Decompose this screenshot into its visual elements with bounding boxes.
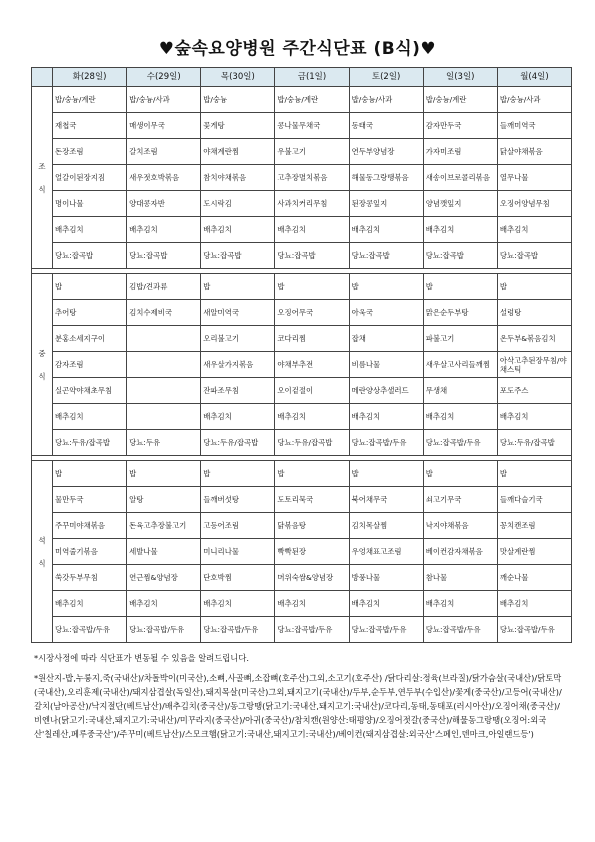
meal-label (32, 461, 53, 643)
menu-cell: 새송이브로콜리볶음 (423, 165, 497, 191)
menu-cell: 맑은순두부탕 (423, 300, 497, 326)
menu-row (32, 139, 572, 165)
menu-cell: 당뇨:잡곡밥 (127, 243, 201, 269)
menu-row (32, 300, 572, 326)
menu-cell: 밥/숭늉/계란 (53, 87, 127, 113)
menu-cell: 배추김치 (201, 591, 275, 617)
menu-cell: 명이나물 (53, 191, 127, 217)
menu-cell: 돈장조림 (53, 139, 127, 165)
day-header: 수(29일) (127, 68, 201, 87)
menu-cell: 고등어조림 (201, 513, 275, 539)
menu-cell: 알탕 (127, 487, 201, 513)
meal-label-char: 식 (38, 558, 46, 568)
menu-cell: 배추김치 (275, 217, 349, 243)
menu-cell: 배추김치 (275, 591, 349, 617)
menu-cell: 오징어양념무침 (497, 191, 571, 217)
menu-cell: 잡채 (349, 326, 423, 352)
menu-cell: 밥 (201, 461, 275, 487)
menu-cell: 오리불고기 (201, 326, 275, 352)
corner-cell (32, 68, 53, 87)
menu-cell: 매생이무국 (127, 113, 201, 139)
menu-cell: 김치수제비국 (127, 300, 201, 326)
menu-cell: 밥 (497, 461, 571, 487)
menu-cell: 콩나물무채국 (275, 113, 349, 139)
menu-cell: 배추김치 (423, 404, 497, 430)
menu-cell: 배추김치 (127, 217, 201, 243)
menu-cell: 포도주스 (497, 378, 571, 404)
menu-cell: 당뇨:잡곡밥 (275, 243, 349, 269)
menu-cell: 사과치커리무침 (275, 191, 349, 217)
day-header-row (32, 68, 572, 87)
menu-cell: 돈육고추장불고기 (127, 513, 201, 539)
menu-cell: 밥 (349, 274, 423, 300)
menu-cell: 밥/숭늉/계란 (423, 87, 497, 113)
menu-cell: 미니리나물 (201, 539, 275, 565)
menu-cell: 밥/숭늉 (201, 87, 275, 113)
menu-cell: 된장콩잎지 (349, 191, 423, 217)
menu-cell: 밥 (349, 461, 423, 487)
meal-label-char: 중 (38, 348, 46, 358)
menu-row (32, 274, 572, 300)
menu-cell: 당뇨:잡곡밥/두유 (53, 617, 127, 643)
menu-cell: 방풍나물 (349, 565, 423, 591)
menu-cell: 들깨버섯탕 (201, 487, 275, 513)
menu-cell: 고추장멸치볶음 (275, 165, 349, 191)
menu-cell: 비름나물 (349, 352, 423, 378)
menu-cell: 머위숙쌈&양념장 (275, 565, 349, 591)
menu-cell: 북어채무국 (349, 487, 423, 513)
menu-cell: 당뇨:두유/잡곡밥 (53, 430, 127, 456)
menu-cell: 당뇨:잡곡밥 (423, 243, 497, 269)
menu-cell: 김치목살찜 (349, 513, 423, 539)
menu-cell: 당뇨:잡곡밥/두유 (423, 617, 497, 643)
menu-cell: 새우살가지볶음 (201, 352, 275, 378)
menu-cell: 주꾸미야채볶음 (53, 513, 127, 539)
menu-cell: 밥 (423, 274, 497, 300)
menu-cell: 갈치조림 (127, 139, 201, 165)
menu-cell: 감자만두국 (423, 113, 497, 139)
menu-row (32, 217, 572, 243)
menu-cell: 우엉채표고조림 (349, 539, 423, 565)
menu-cell: 배추김치 (53, 217, 127, 243)
menu-row (32, 165, 572, 191)
menu-cell: 밥 (275, 461, 349, 487)
menu-cell: 추어탕 (53, 300, 127, 326)
day-header: 금(1일) (275, 68, 349, 87)
menu-cell: 당뇨:잡곡밥/두유 (201, 617, 275, 643)
menu-cell: 당뇨:잡곡밥/두유 (349, 617, 423, 643)
day-header: 토(2일) (349, 68, 423, 87)
menu-row (32, 191, 572, 217)
menu-cell: 도시락김 (201, 191, 275, 217)
menu-row (32, 378, 572, 404)
menu-cell: 들깨미역국 (497, 113, 571, 139)
menu-cell: 아삭고추된장무침/야채스틱 (497, 352, 571, 378)
menu-cell: 야채계란찜 (201, 139, 275, 165)
menu-row (32, 326, 572, 352)
menu-cell: 단호박찜 (201, 565, 275, 591)
menu-cell (127, 404, 201, 430)
menu-cell: 당뇨:잡곡밥/두유 (349, 430, 423, 456)
menu-cell: 당뇨:두유/잡곡밥 (275, 430, 349, 456)
menu-cell: 낙지야채볶음 (423, 513, 497, 539)
menu-cell: 당뇨:두유/잡곡밥 (201, 430, 275, 456)
menu-cell: 배추김치 (423, 217, 497, 243)
menu-row (32, 87, 572, 113)
menu-row (32, 352, 572, 378)
menu-cell: 야채부추전 (275, 352, 349, 378)
menu-cell: 파불고기 (423, 326, 497, 352)
menu-cell: 당뇨:잡곡밥 (201, 243, 275, 269)
origin-text: *원산지-밥,누룽지,죽(국내산)/차돌박이(미국산),소뼈,사골뼈,소잡뼈(호주산)그외,소고기(호주산) /닭다리살:정육(브라질)/닭가슴살(국내산)/닭토막(국내산),오리훈제(국내산)/돼지삼겹살(독일산),돼지목살(미국산)그외,돼지고기(국내산)/두부,순두부,연두부(수입산)/꽃게(중국산)/고등어(국내산)/갈치(남아공산)/낙지절단(베트남산)/배추김치(중국산)/동그랑땡(닭고기:국내산,돼지고기:국내산)/코다리,동태,동태포(러시아산)/오징어채(중국산)/비엔나(닭고기:국내산,돼지고기:국내산)/미꾸라지(중국산)/아귀(중국산)/참치캔(원양산:태평양)/오징어젓갈(중국산)/해물동그랑땡(오징어:외국산'칠레산,페루중국산')/주꾸미(베트남산)/스모크햄(닭고기:국내산,돼지고기:국내산)/베이컨(돼지삼겹살:외국산'스페인,덴마크,아일랜드등') (34, 673, 562, 739)
menu-cell: 밥 (53, 461, 127, 487)
menu-row (32, 461, 572, 487)
menu-cell: 당뇨:잡곡밥 (53, 243, 127, 269)
menu-cell: 감자조림 (53, 352, 127, 378)
menu-cell: 밥/숭늉/사과 (127, 87, 201, 113)
menu-cell: 배추김치 (53, 404, 127, 430)
menu-cell: 당뇨:잡곡밥/두유 (275, 617, 349, 643)
menu-cell: 실곤약야채초무침 (53, 378, 127, 404)
menu-cell: 무생채 (423, 378, 497, 404)
menu-cell: 온두부&볶음김치 (497, 326, 571, 352)
menu-cell: 연근찜&양념장 (127, 565, 201, 591)
menu-cell: 밥 (497, 274, 571, 300)
menu-cell (127, 378, 201, 404)
menu-cell (127, 326, 201, 352)
menu-cell: 새알미역국 (201, 300, 275, 326)
menu-cell: 꽁치캔조림 (497, 513, 571, 539)
menu-cell: 밥 (423, 461, 497, 487)
meal-label-char: 식 (38, 184, 46, 194)
menu-cell: 베이컨감자채볶음 (423, 539, 497, 565)
menu-cell: 참치야채볶음 (201, 165, 275, 191)
menu-cell: 꽃게탕 (201, 113, 275, 139)
menu-cell: 열무나물 (497, 165, 571, 191)
day-header: 월(4일) (497, 68, 571, 87)
menu-row (32, 243, 572, 269)
menu-cell: 코다리찜 (275, 326, 349, 352)
menu-cell: 밥/숭늉/계란 (275, 87, 349, 113)
menu-cell: 당뇨:두유 (127, 430, 201, 456)
meal-label (32, 87, 53, 269)
menu-cell: 맛살계란찜 (497, 539, 571, 565)
menu-cell: 들깨다슬기국 (497, 487, 571, 513)
menu-row (32, 487, 572, 513)
menu-cell: 당뇨:잡곡밥 (497, 243, 571, 269)
menu-cell: 배추김치 (497, 217, 571, 243)
notice-text: *시장사정에 따라 식단표가 변동될 수 있음을 알려드립니다. (34, 653, 249, 663)
menu-row (32, 617, 572, 643)
menu-cell: 아욱국 (349, 300, 423, 326)
menu-cell: 배추김치 (349, 591, 423, 617)
menu-cell: 당뇨:두유/잡곡밥 (497, 430, 571, 456)
menu-row (32, 539, 572, 565)
menu-cell: 당뇨:잡곡밥/두유 (497, 617, 571, 643)
menu-cell: 설렁탕 (497, 300, 571, 326)
menu-cell: 우불고기 (275, 139, 349, 165)
menu-cell: 밥 (53, 274, 127, 300)
menu-row (32, 513, 572, 539)
menu-cell: 양념깻잎지 (423, 191, 497, 217)
meal-label-char: 조 (38, 161, 46, 171)
page-title: ♥숲속요양병원 주간식단표 (B식)♥ (158, 39, 437, 59)
day-header: 일(3일) (423, 68, 497, 87)
menu-cell: 물만두국 (53, 487, 127, 513)
day-header: 목(30일) (201, 68, 275, 87)
menu-cell: 밥 (201, 274, 275, 300)
menu-cell: 세발나물 (127, 539, 201, 565)
menu-row (32, 430, 572, 456)
menu-row (32, 565, 572, 591)
menu-cell: 동태국 (349, 113, 423, 139)
menu-cell: 닭살야채볶음 (497, 139, 571, 165)
menu-cell: 밥 (127, 461, 201, 487)
menu-cell: 메란양상추샐러드 (349, 378, 423, 404)
menu-cell: 밥 (275, 274, 349, 300)
meal-label-char: 석 (38, 535, 46, 545)
menu-cell: 미역줄기볶음 (53, 539, 127, 565)
menu-cell: 해물동그랑땡볶음 (349, 165, 423, 191)
menu-cell: 배추김치 (423, 591, 497, 617)
menu-cell: 배추김치 (497, 591, 571, 617)
menu-cell: 김밥/견과류 (127, 274, 201, 300)
menu-cell: 배추김치 (201, 404, 275, 430)
menu-cell: 참나물 (423, 565, 497, 591)
menu-cell: 가자미조림 (423, 139, 497, 165)
menu-cell (127, 352, 201, 378)
meal-label (32, 274, 53, 456)
menu-cell: 빡빡된장 (275, 539, 349, 565)
weekly-menu-table (31, 67, 572, 643)
menu-row (32, 591, 572, 617)
menu-cell: 배추김치 (201, 217, 275, 243)
menu-cell: 밥/숭늉/사과 (497, 87, 571, 113)
menu-cell: 오이겉절이 (275, 378, 349, 404)
menu-cell: 당뇨:잡곡밥/두유 (127, 617, 201, 643)
menu-cell: 배추김치 (497, 404, 571, 430)
menu-cell: 오징어무국 (275, 300, 349, 326)
menu-cell: 배추김치 (349, 404, 423, 430)
menu-cell: 당뇨:잡곡밥/두유 (423, 430, 497, 456)
menu-cell: 배추김치 (275, 404, 349, 430)
menu-cell: 재첩국 (53, 113, 127, 139)
menu-cell: 닭볶음탕 (275, 513, 349, 539)
menu-cell: 쇠고기무국 (423, 487, 497, 513)
menu-row (32, 404, 572, 430)
menu-cell: 잔파조무침 (201, 378, 275, 404)
menu-cell: 얼갈이된장지짐 (53, 165, 127, 191)
menu-cell: 깨순나물 (497, 565, 571, 591)
menu-row (32, 113, 572, 139)
menu-cell: 연두부양념장 (349, 139, 423, 165)
menu-cell: 당뇨:잡곡밥 (349, 243, 423, 269)
menu-cell: 배추김치 (349, 217, 423, 243)
menu-cell: 밥/숭늉/사과 (349, 87, 423, 113)
menu-cell: 쑥갓두부무침 (53, 565, 127, 591)
menu-cell: 도토리묵국 (275, 487, 349, 513)
menu-cell: 양대콩자반 (127, 191, 201, 217)
menu-cell: 새우젓호박볶음 (127, 165, 201, 191)
menu-cell: 배추김치 (53, 591, 127, 617)
menu-cell: 새우살고사리들깨찜 (423, 352, 497, 378)
menu-cell: 분홍소세지구이 (53, 326, 127, 352)
day-header: 화(28일) (53, 68, 127, 87)
meal-label-char: 식 (38, 371, 46, 381)
menu-cell: 배추김치 (127, 591, 201, 617)
